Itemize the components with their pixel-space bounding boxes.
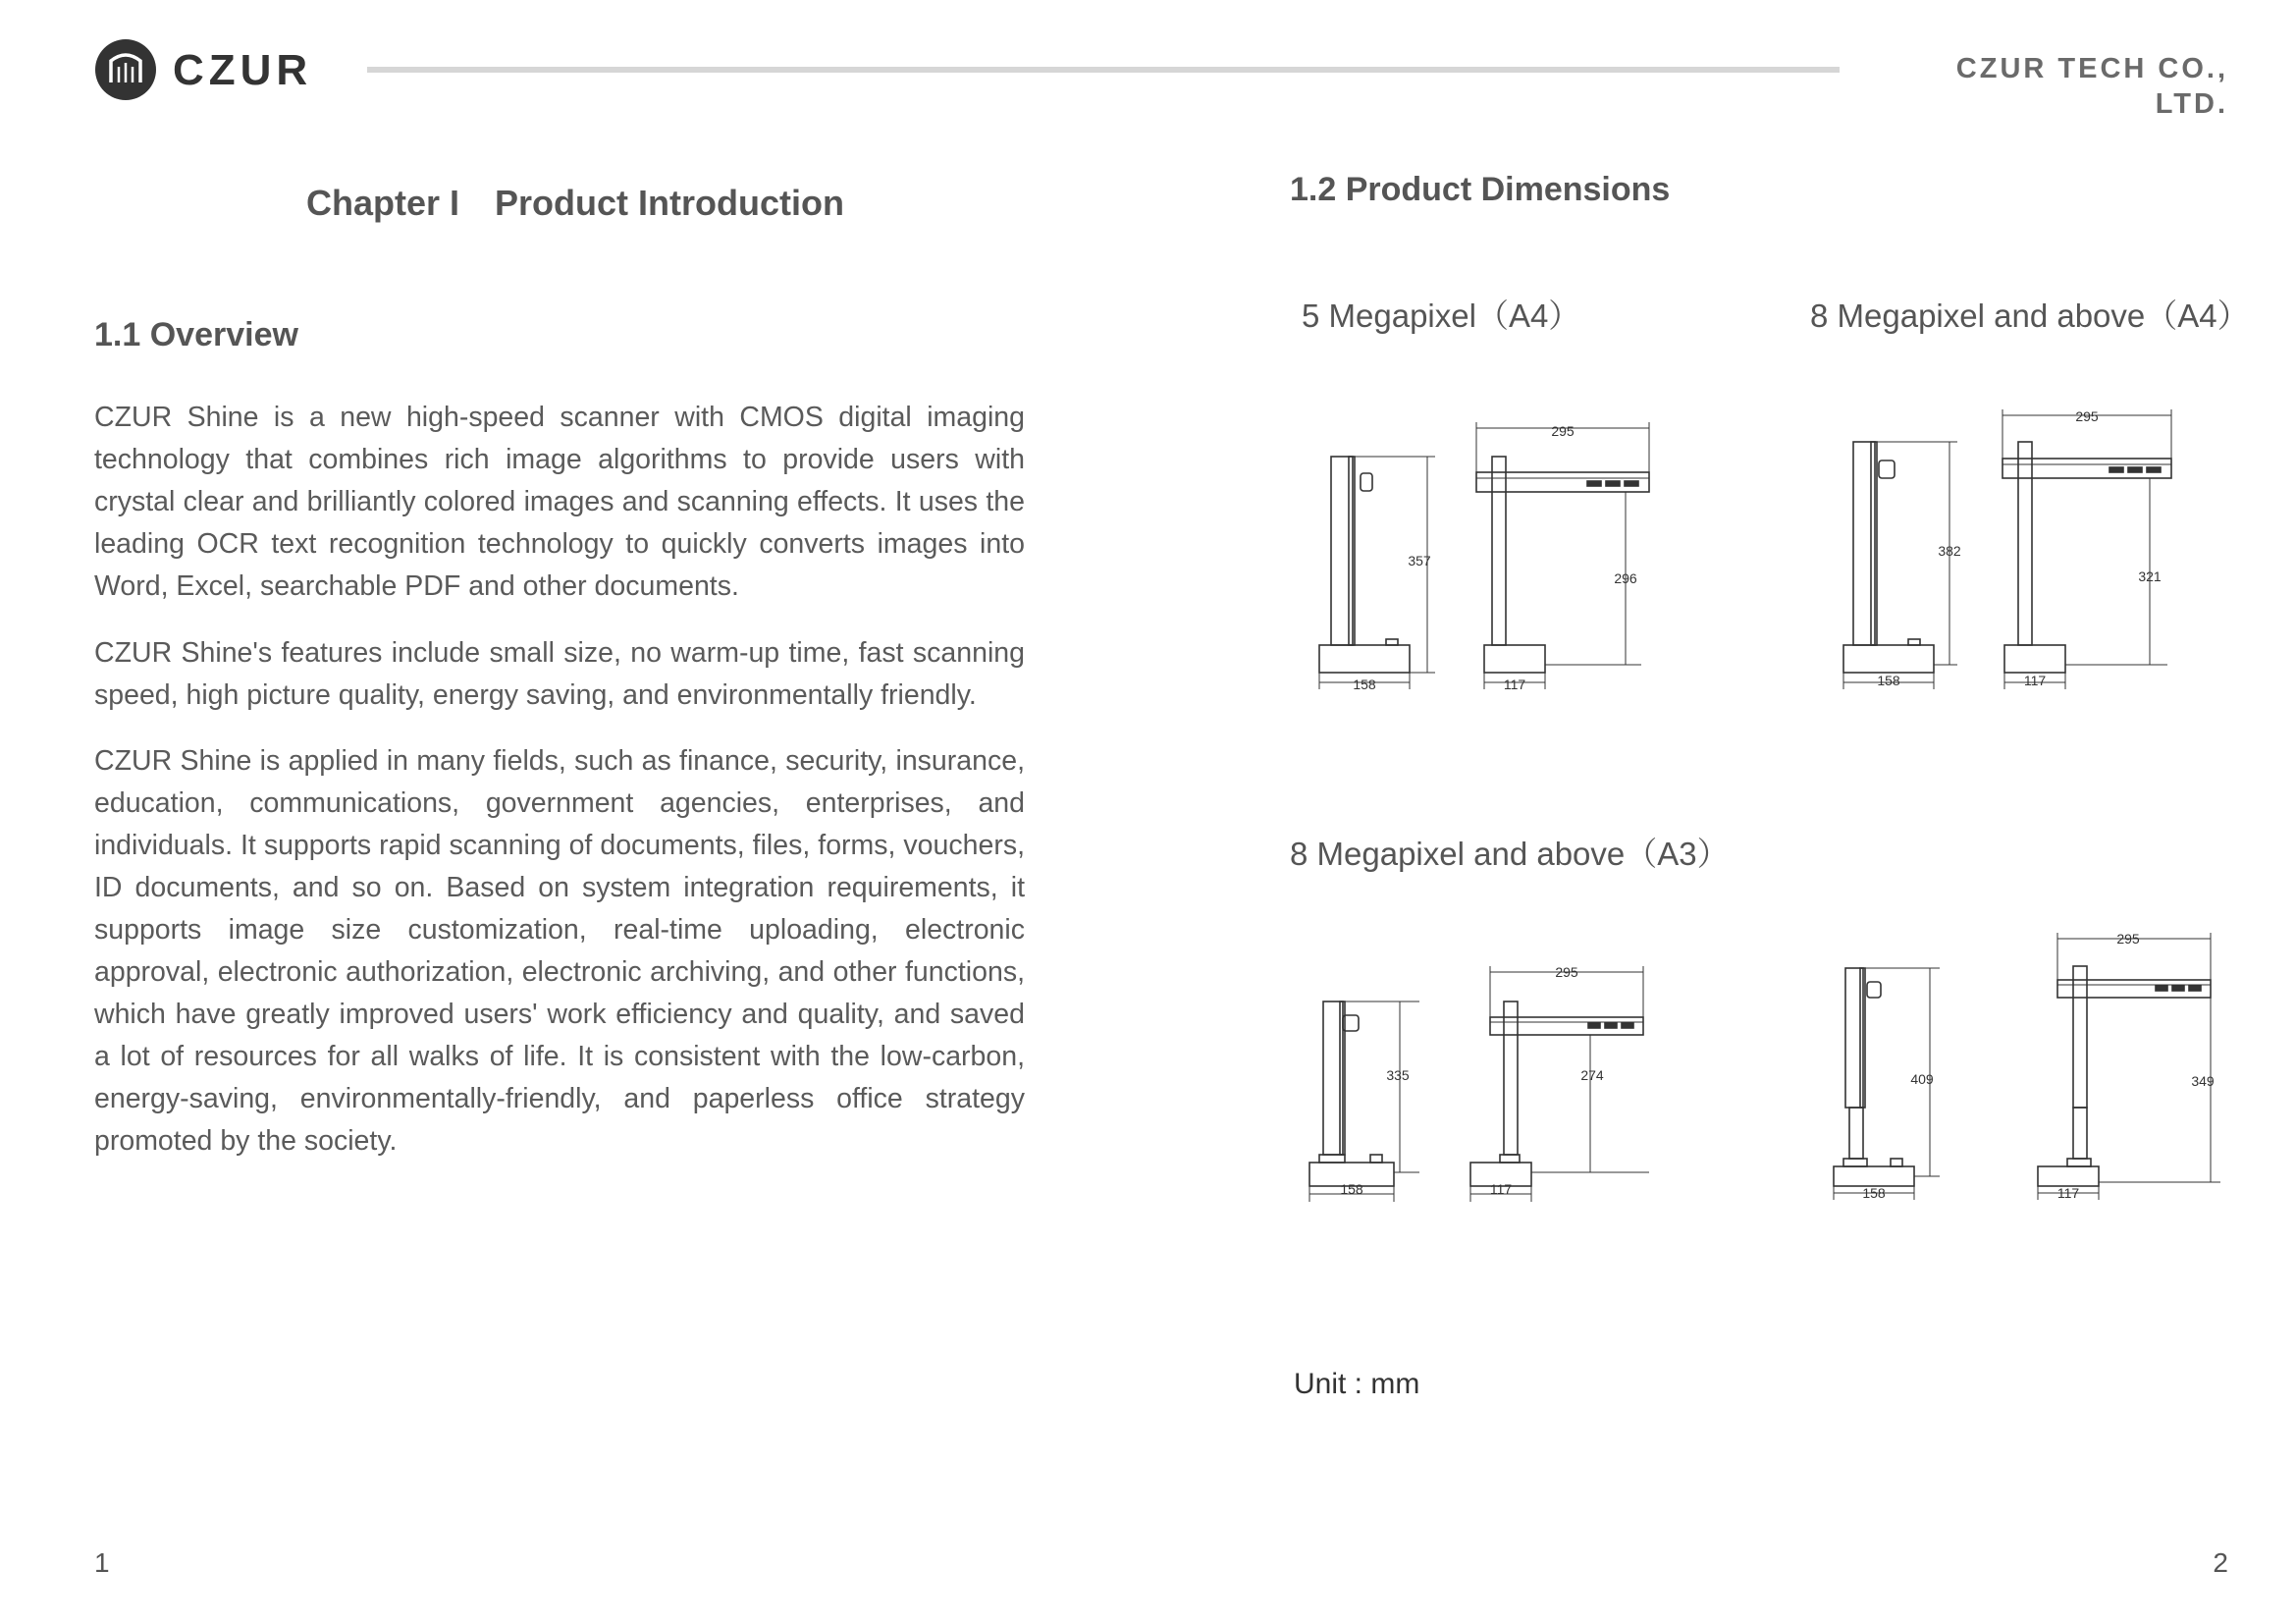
dim-arm-height-8mp-a4: 321 — [2138, 568, 2162, 584]
dim-height-a3-small: 335 — [1386, 1067, 1410, 1083]
dim-arm-width-a3-large: 295 — [2116, 931, 2140, 947]
dim-base-depth-a3-large: 158 — [1862, 1185, 1886, 1201]
overview-paragraph-3: CZUR Shine is applied in many fields, such as finance, security, insurance, education, communications, government agencies, enterprises, and individuals. It supports rapid scanning of documents, files, forms, vouchers, ID documents, and so on. Based on system integration requirements, it supports image size customization, real-time uploading, electronic approval, electronic authorization, electronic archiving, and other functions, which have greatly improved users' work efficiency and quality, and saved a lot of resources for all walks of life. It is consistent with the low-carbon, energy-saving, environmentally-friendly, and paperless office strategy promoted by the society. — [94, 745, 1025, 1157]
dim-arm-height-5mp: 296 — [1614, 570, 1637, 586]
overview-paragraph-1: CZUR Shine is a new high-speed scanner with CMOS digital imaging technology that combines rich image algorithms to provide users with crystal clear and brilliantly colored images and scanning effects. It uses the leading OCR text recognition technology to quickly converts images into Word, Excel, searchable PDF and other documents. — [94, 402, 1025, 602]
scanner-front-view-8mp-a4 — [2002, 409, 2171, 689]
dim-height-8mp-a4: 382 — [1938, 543, 1961, 559]
page-number-right: 2 — [2213, 1547, 2228, 1578]
section-heading-overview: 1.1 Overview — [94, 316, 298, 353]
scanner-front-view-a3-large — [2038, 933, 2220, 1200]
scanner-front-view-5mp — [1476, 422, 1649, 689]
chapter-label: Chapter I — [306, 183, 460, 223]
company-name: CZUR TECH CO., LTD. — [1955, 53, 2228, 120]
dim-arm-height-a3-large: 349 — [2191, 1073, 2215, 1089]
dim-arm-width-a3-small: 295 — [1555, 964, 1578, 980]
scanner-front-view-a3-small — [1470, 966, 1649, 1202]
dim-arm-width-8mp-a4: 295 — [2075, 408, 2099, 424]
dim-arm-width-5mp: 295 — [1551, 423, 1575, 439]
chapter-name: Product Introduction — [495, 183, 844, 223]
scanner-side-view-5mp — [1319, 457, 1435, 689]
overview-paragraph-2: CZUR Shine's features include small size, no warm-up time, fast scanning speed, high picture quality, energy saving, and environmentally friendly. — [94, 637, 1025, 711]
scanner-side-view-a3-small — [1309, 1001, 1419, 1202]
dim-height-a3-large: 409 — [1910, 1071, 1934, 1087]
unit-note: Unit : mm — [1294, 1368, 1420, 1400]
dim-base-width-a3-small: 117 — [1489, 1181, 1513, 1197]
scanner-side-view-8mp-a4 — [1843, 442, 1957, 689]
section-heading-dimensions: 1.2 Product Dimensions — [1290, 171, 1671, 208]
dim-height-5mp: 357 — [1408, 553, 1431, 568]
figure-label-8mp-a3: 8 Megapixel and above（A3） — [1290, 836, 1730, 872]
dim-base-depth-8mp-a4: 158 — [1877, 673, 1900, 688]
logo-wordmark: CZUR — [173, 46, 313, 94]
dim-base-width-8mp-a4: 117 — [2023, 673, 2047, 688]
figure-label-8mp-a4: 8 Megapixel and above（A4） — [1810, 298, 2250, 334]
dim-arm-height-a3-small: 274 — [1580, 1067, 1604, 1083]
dim-base-depth-a3-small: 158 — [1340, 1181, 1363, 1197]
figure-label-5mp-a4: 5 Megapixel（A4） — [1302, 298, 1581, 334]
dim-base-depth-5mp: 158 — [1353, 677, 1376, 692]
dim-base-width-5mp: 117 — [1503, 677, 1526, 692]
page-number-left: 1 — [94, 1547, 110, 1578]
dim-base-width-a3-large: 117 — [2056, 1185, 2080, 1201]
